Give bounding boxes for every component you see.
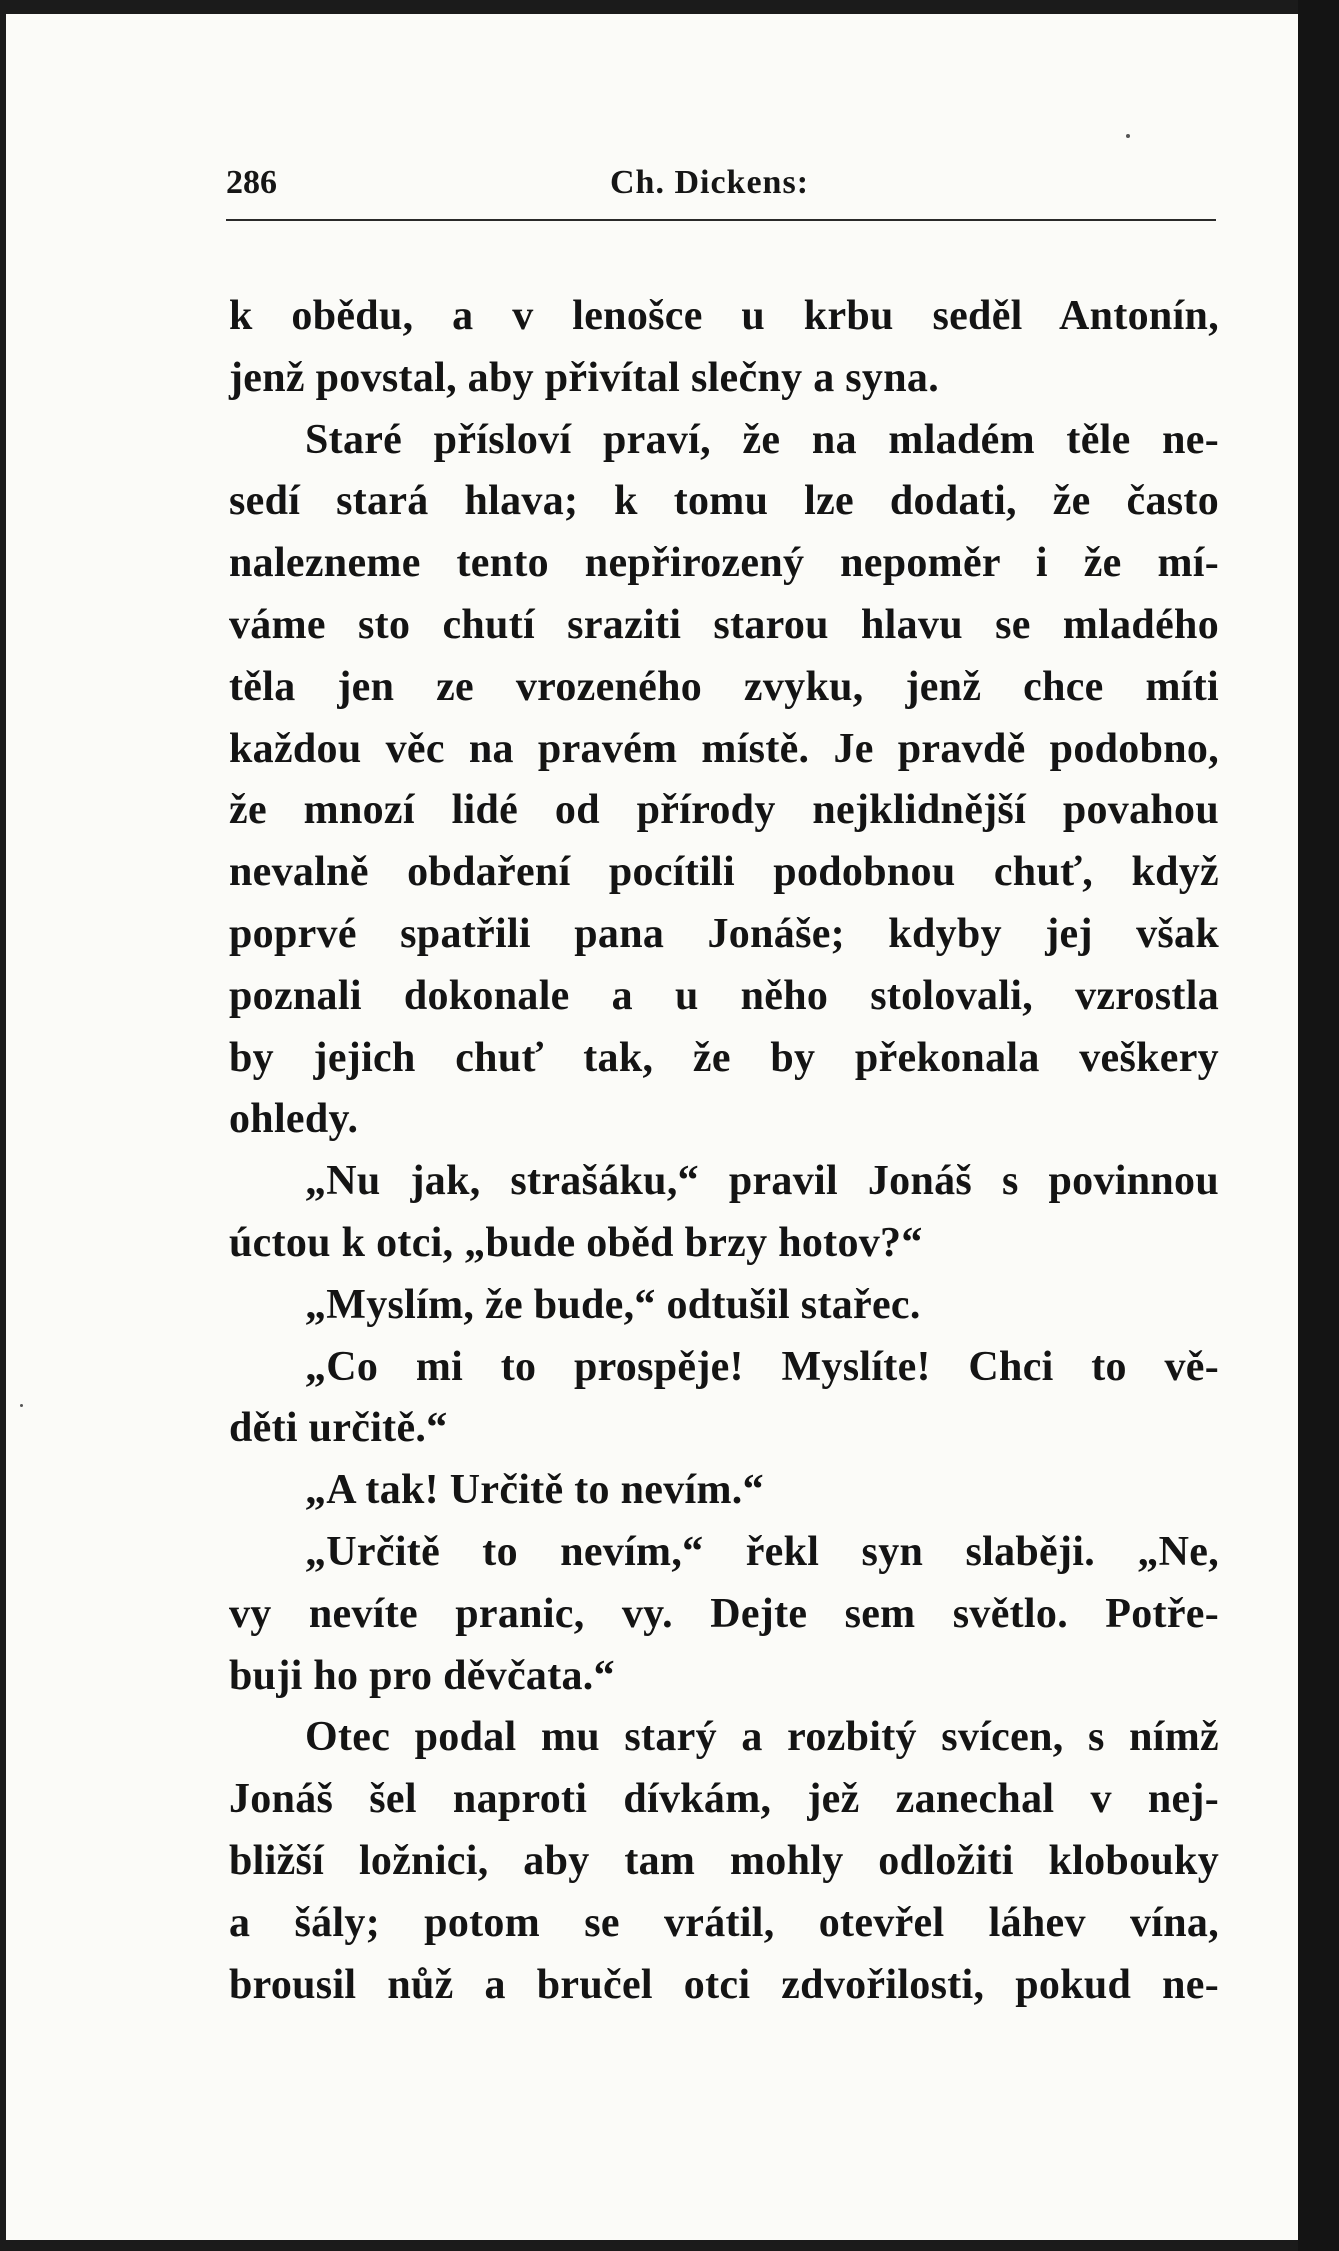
print-speck: [20, 1404, 23, 1407]
text-line: „Nu jak, strašáku,“ pravil Jonáš s povinnou: [305, 1158, 1219, 1205]
text-line: bližší ložnici, aby tam mohly odložiti klobouky: [229, 1837, 1219, 1884]
header-rule: [226, 219, 1216, 221]
print-speck: [1126, 134, 1130, 138]
body-text: [229, 286, 1219, 2016]
page-number: 286: [226, 164, 277, 201]
text-line: „Co mi to prospěje! Myslíte! Chci to vě-: [305, 1343, 1219, 1390]
text-line: vy nevíte pranic, vy. Dejte sem světlo. Potře-: [229, 1590, 1219, 1637]
text-line: poznali dokonale a u něho stolovali, vzrostla: [229, 972, 1219, 1019]
text-line: že mnozí lidé od přírody nejklidnější povahou: [229, 787, 1219, 834]
text-line: by jejich chuť tak, že by překonala veškery: [229, 1034, 1219, 1081]
text-line: nevalně obdaření pocítili podobnou chuť, když: [229, 849, 1219, 896]
text-line: Staré přísloví praví, že na mladém těle ne-: [305, 416, 1219, 463]
text-line: nalezneme tento nepřirozený nepoměr i že mí-: [229, 540, 1219, 587]
text-line: k obědu, a v lenošce u krbu seděl Antonín,: [229, 293, 1219, 339]
text-line: „Myslím, že bude,“ odtušil stařec.: [305, 1281, 921, 1328]
text-line: Jonáš šel naproti dívkám, jež zanechal v nej-: [229, 1776, 1219, 1823]
text-line: ohledy.: [229, 1096, 359, 1143]
text-line: děti určitě.“: [229, 1405, 448, 1452]
text-line: každou věc na pravém místě. Je pravdě podobno,: [229, 725, 1219, 772]
text-line: sedí stará hlava; k tomu lze dodati, že často: [229, 478, 1219, 525]
running-head: [226, 164, 1216, 214]
text-line: „Určitě to nevím,“ řekl syn slaběji. „Ne,: [305, 1528, 1219, 1575]
text-line: jenž povstal, aby přivítal slečny a syna.: [229, 354, 939, 401]
text-line: „A tak! Určitě to nevím.“: [305, 1467, 764, 1514]
book-edge: [1298, 0, 1339, 2251]
text-line: váme sto chutí sraziti starou hlavu se mladého: [229, 601, 1219, 648]
text-line: úctou k otci, „bude oběd brzy hotov?“: [229, 1219, 923, 1266]
text-line: buji ho pro děvčata.“: [229, 1652, 615, 1699]
text-line: brousil nůž a bručel otci zdvořilosti, pokud ne-: [229, 1961, 1219, 2008]
text-line: a šály; potom se vrátil, otevřel láhev vína,: [229, 1899, 1219, 1946]
text-line: poprvé spatřili pana Jonáše; kdyby jej však: [229, 910, 1219, 957]
running-title: Ch. Dickens:: [610, 164, 810, 201]
text-line: Otec podal mu starý a rozbitý svícen, s nímž: [305, 1714, 1219, 1761]
text-line: těla jen ze vrozeného zvyku, jenž chce míti: [229, 663, 1219, 710]
